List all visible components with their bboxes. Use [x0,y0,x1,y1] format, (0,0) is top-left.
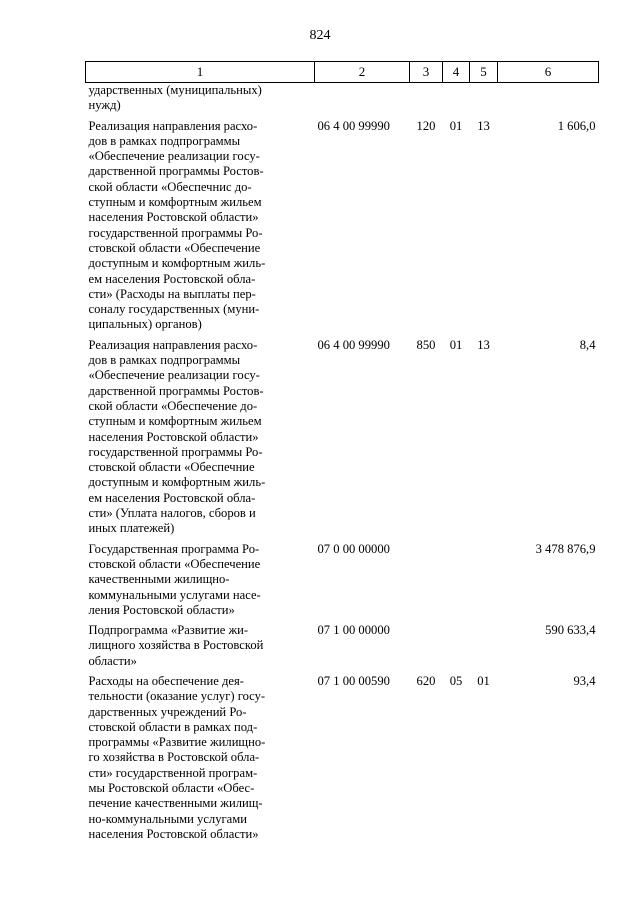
description-line: нужд) [88,98,121,113]
header-col-6: 6 [498,62,599,83]
description-line: печение качественными жилищ- [88,796,263,811]
description-line: дарственной программы Ростов- [88,164,264,179]
description-line: программы «Развитие жилищно- [88,735,266,750]
row-target-code: 07 0 00 00000 [317,541,390,556]
table-row [86,542,599,623]
description-line: дарственных учреждений Ро- [88,704,247,719]
header-col-2: 2 [315,62,410,83]
table-body [86,83,599,848]
description-line: стовской области «Обеспечение [88,240,261,255]
description-line: го хозяйства в Ростовской обла- [88,750,260,765]
description-line: стовской области «Обеспечние [88,460,255,475]
row-amount: 3 478 876,9 [535,541,596,556]
page-number: 824 [309,28,331,43]
row-subsection: 01 [477,673,490,688]
row-description [86,674,315,847]
row-expense-type [410,542,443,623]
table-row [86,83,599,119]
row-description [86,542,315,623]
description-line: соналу государственных (муни- [88,302,260,317]
row-section: 05 [449,673,463,688]
row-section [443,83,470,119]
description-line: иных платежей) [88,521,175,536]
description-line: «Обеспечение реализации госу- [88,149,260,164]
description-line: сти» государственной програм- [88,765,258,780]
row-section [443,623,470,674]
description-line: Реализация направления расхо- [88,337,258,352]
description-line: ударственных (муниципальных) [88,83,262,97]
row-section: 01 [449,118,463,133]
table-row [86,119,599,338]
header-col-3: 3 [410,62,443,83]
row-description [86,119,315,338]
description-line: Расходы на обеспечение дея- [88,673,244,688]
row-target-code: 06 4 00 99990 [317,337,390,352]
row-expense-type: 850 [416,337,436,352]
row-subsection [470,623,498,674]
header-row [86,62,599,83]
table-row [86,338,599,542]
description-line: доступным и комфортным жиль- [88,475,266,490]
row-description [86,338,315,542]
description-line: ем населения Ростовской обла- [88,490,256,505]
description-line: но-коммунальными услугами [88,811,247,826]
row-target-code [315,83,410,119]
description-line: лищного хозяйства в Ростовской [88,638,264,653]
row-expense-type [410,83,443,119]
description-line: населения Ростовской области» [88,210,259,225]
row-subsection [470,542,498,623]
header-col-4: 4 [443,62,470,83]
row-amount: 8,4 [579,337,596,352]
header-col-1: 1 [86,62,315,83]
row-expense-type: 620 [416,673,436,688]
description-line: ступным и комфортным жильем [88,414,262,429]
description-line: дов в рамках подпрограммы [88,353,241,368]
table-row [86,674,599,847]
description-line: «Обеспечение реализации госу- [88,368,260,383]
row-target-code: 06 4 00 99990 [317,118,390,133]
row-expense-type [410,623,443,674]
description-line: государственной программы Ро- [88,444,263,459]
description-line: государственной программы Ро- [88,225,263,240]
row-section: 01 [449,337,463,352]
description-line: Государственная программа Ро- [88,541,260,556]
row-amount: 590 633,4 [545,623,596,638]
description-line: сти» (Расходы на выплаты пер- [88,286,256,301]
description-line: ципальных) органов) [88,317,202,332]
row-target-code: 07 1 00 00590 [317,673,390,688]
row-subsection [470,83,498,119]
description-line: дов в рамках подпрограммы [88,133,241,148]
description-line: качественными жилищно- [88,572,230,587]
row-description [86,83,315,119]
table-row [86,623,599,674]
description-line: коммунальными услугами насе- [88,587,261,602]
budget-table [85,61,599,847]
row-amount: 1 606,0 [557,118,596,133]
row-section [443,542,470,623]
description-line: Подпрограмма «Развитие жи- [88,623,249,638]
description-line: мы Ростовской области «Обес- [88,781,255,796]
header-col-5: 5 [470,62,498,83]
description-line: ем населения Ростовской обла- [88,271,256,286]
description-line: стовской области в рамках под- [88,719,258,734]
description-line: ления Ростовской области» [88,602,235,617]
description-line: дарственной программы Ростов- [88,383,264,398]
row-subsection: 13 [477,118,490,133]
row-subsection: 13 [477,337,490,352]
row-description [86,623,315,674]
description-line: сти» (Уплата налогов, сборов и [88,506,256,521]
description-line: населения Ростовской области» [88,429,259,444]
description-line: ступным и комфортным жильем [88,195,262,210]
description-line: ской области «Обеспечение до- [88,398,258,413]
description-line: области» [88,653,137,668]
description-line: тельности (оказание услуг) госу- [88,689,266,704]
row-amount: 93,4 [573,673,596,688]
row-amount [498,83,599,119]
description-line: ской области «Обеспечнис до- [88,179,252,194]
row-expense-type: 120 [416,118,436,133]
description-line: стовской области «Обеспечение [88,556,261,571]
description-line: Реализация направления расхо- [88,118,258,133]
row-target-code: 07 1 00 00000 [317,623,390,638]
description-line: доступным и комфортным жиль- [88,256,266,271]
description-line: населения Ростовской области» [88,826,259,841]
